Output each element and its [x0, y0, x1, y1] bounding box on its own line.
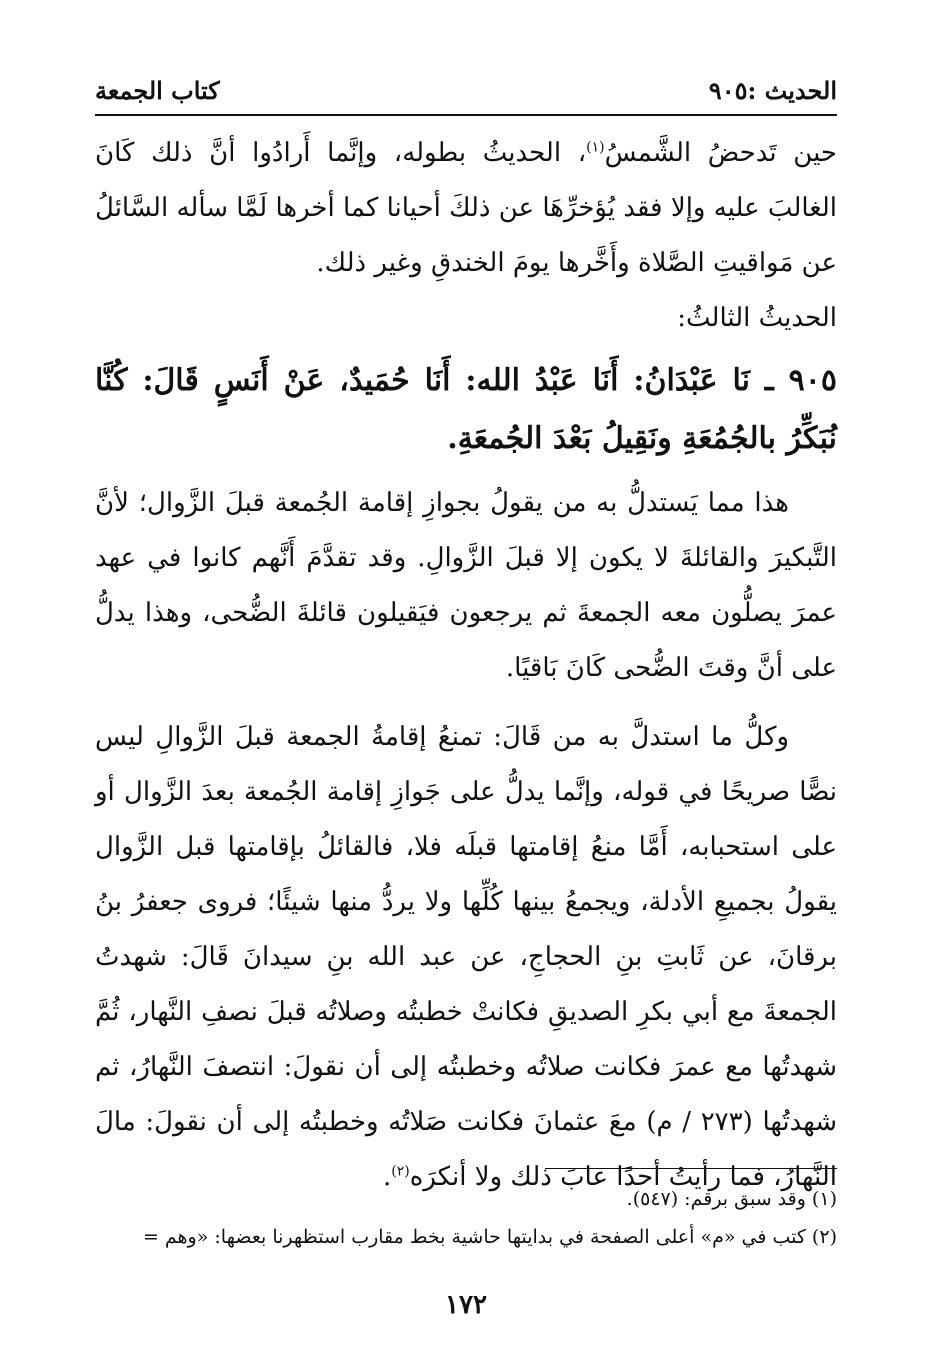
page-number: ١٧٢ [445, 1290, 487, 1320]
footnote-ref-1: (١) [586, 139, 605, 156]
paragraph-4: وكلُّ ما استدلَّ به من قَالَ: تمنعُ إقامةُ الجمعة قبلَ الزَّوالِ ليس نصًّا صريحًا في قوله، وإنَّما يدلُّ على جَوازِ إقامة الجُمعة بعدَ الزَّوال أو على استحبابه، أَمَّا منعُ إقامتها قبلَه فلا، فالقائلُ بإقامتها قبل الزَّوال يقولُ بجميعِ الأدلة، ويجمعُ بينها كُلِّها ولا يردُّ منها شيئًا؛ فروى جعفرُ بنُ برقانَ، عن ثَابتِ بنِ الحجاجِ، عن عبد الله بنِ سيدانَ قَالَ: شهدتُ الجمعةَ مع أبي بكرِ الصديقِ فكانتْ خطبتُه وصلاتُه قبلَ نصفِ النَّهار، ثُمَّ شهدتُها مع عمرَ فكانت صلاتُه وخطبتُه إلى أن نقولَ: انتصفَ النَّهارُ، ثم شهدتُها (٢٧٣ / م) معَ عثمانَ فكانت صَلاتُه وخطبتُه إلى أن نقولَ: مالَ النَّهارُ، فما رأيتُ أحدًا عابَ ذلك ولا أنكرَه$^{(٢)}$. [95, 722, 837, 1192]
paragraph-1: حين تَدحضُ الشَّمسُ$^{(١)}$، الحديثُ بطوله، وإنَّما أَرادُوا أنَّ ذلك كَانَ الغالبَ عليه وإلا فقد يُؤخرِّهَا عن ذلكَ أحيانا كما أخرها لَمَّا سأله السَّائلُ عن مَواقيتِ الصَّلاة وأَخَّرها يومَ الخندقِ وغير ذلك. [95, 138, 837, 278]
header-book-title: كتاب الجمعة [95, 75, 220, 105]
footnote-ref-2: (٢) [391, 1163, 410, 1180]
header-hadith-number: الحديث :٩٠٥ [708, 75, 837, 105]
running-header [95, 70, 837, 116]
paragraph-3: هذا مما يَستدلُّ به من يقولُ بجوازِ إقامة الجُمعة قبلَ الزَّوال؛ لأنَّ التَّبكيرَ والقائلةَ لا يكون إلا قبلَ الزَّوالِ. وقد تقدَّمَ أَنَّهم كانوا في عهد عمرَ يصلُّون معه الجمعةَ ثم يرجعون فيَقيلون قائلةَ الضُّحى، وهذا يدلُّ على أنَّ وقتَ الضُّحى كَانَ بَاقيًا. [95, 488, 837, 683]
hadith-text: ٩٠٥ ـ نَا عَبْدَانُ: أَنَا عَبْدُ الله: أَنَا حُمَيدٌ، عَنْ أَنَسٍ قَالَ: كُنَّا نُبَكِّرُ بالجُمُعَةِ ونَقِيلُ بَعْدَ الجُمعَةِ. [95, 363, 837, 456]
footnote-1: (١) وقد سبق برقم: (٥٤٧). [626, 1188, 837, 1210]
section-subheading: الحديثُ الثالثُ: [677, 303, 837, 333]
main-text [95, 126, 837, 1205]
footnotes [95, 1180, 837, 1256]
footnote-2: (٢) كتب في «م» أعلى الصفحة في بدايتها حاشية بخط مقارب استظهرنا بعضها: «وهم = [142, 1226, 837, 1248]
footnote-separator [545, 1168, 837, 1169]
